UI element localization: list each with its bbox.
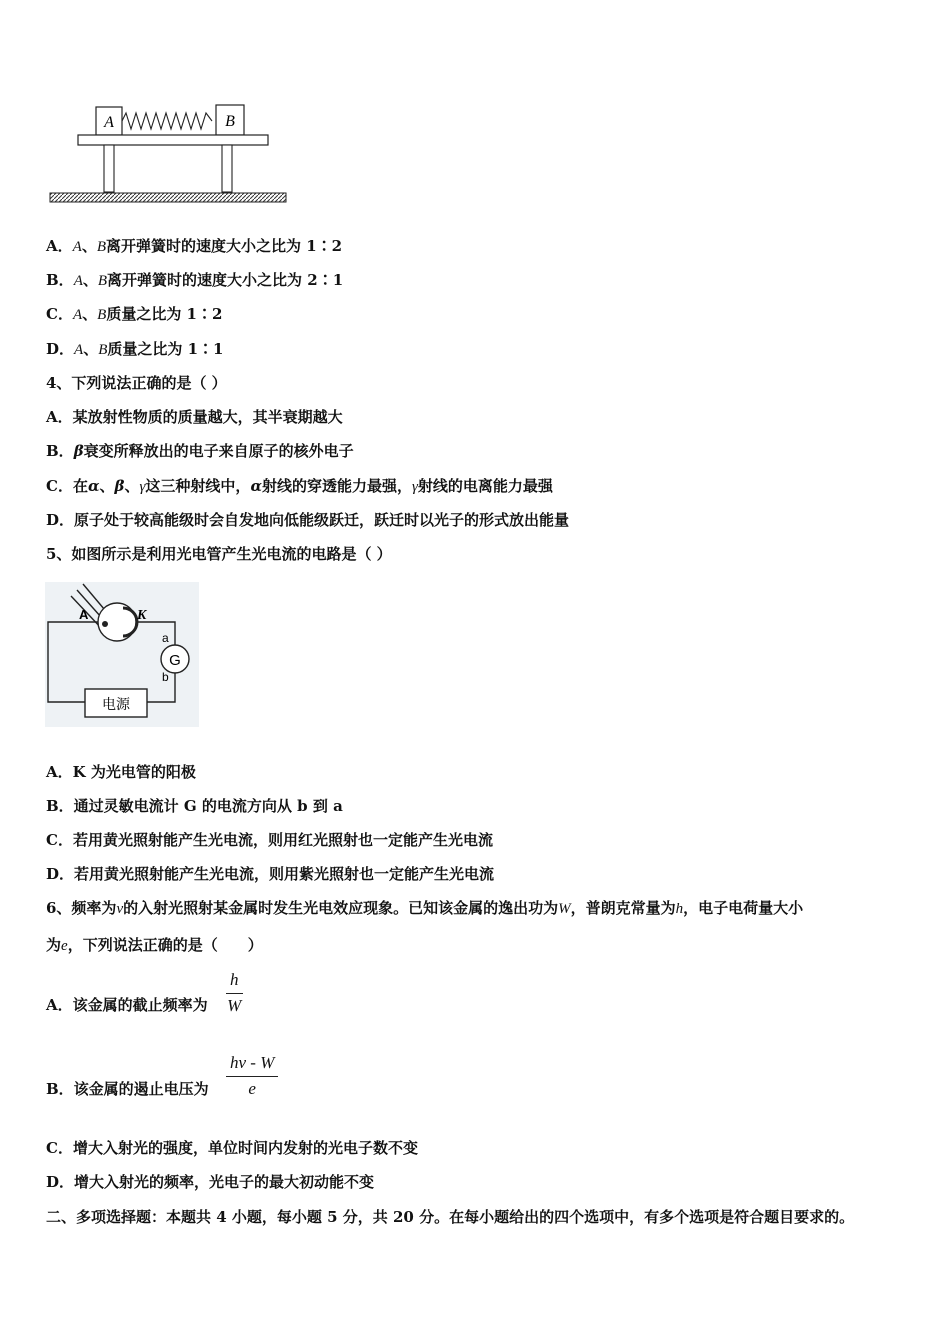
anode-label: A (79, 607, 89, 622)
cathode-label: K (137, 608, 147, 623)
block-a-label: A (104, 114, 114, 131)
section-2-header: 二、多项选择题：本题共 4 小题，每小题 5 分，共 20 分。在每小题给出的四个选项中，有多个选项是符合题目要求的。 (46, 1208, 855, 1226)
q4-option-d: D．原子处于较高能级时会自发地向低能级跃迁，跃迁时以光子的形式放出能量 (46, 511, 570, 529)
terminal-a-label: a (162, 631, 169, 645)
q4-option-b: B．β衰变所释放出的电子来自原子的核外电子 (46, 442, 354, 460)
spring-blocks-figure (46, 95, 291, 210)
q6-stem-line2: 为e，下列说法正确的是（ ） (46, 936, 263, 954)
stopping-voltage-fraction (226, 1053, 278, 1099)
q4-option-c: C．在α、β、γ这三种射线中，α射线的穿透能力最强，γ射线的电离能力最强 (46, 477, 553, 495)
q6-option-a: A．该金属的截止频率为 (46, 996, 208, 1014)
photocell-circuit-figure (45, 582, 199, 727)
table-top (78, 135, 268, 145)
galvanometer-label: G (169, 652, 181, 669)
q6-option-c: C．增大入射光的强度，单位时间内发射的光电子数不变 (46, 1139, 418, 1157)
q3-option-d: D．A、B质量之比为 1∶1 (46, 340, 224, 358)
fraction-denominator: e (248, 1079, 256, 1098)
q5-option-a: A．K 为光电管的阳极 (46, 763, 196, 781)
terminal-b-label: b (162, 670, 169, 684)
q5-stem: 5、如图所示是利用光电管产生光电流的电路是（ ） (46, 545, 392, 563)
q5-option-d: D．若用黄光照射能产生光电流，则用紫光照射也一定能产生光电流 (46, 865, 495, 883)
block-b-label: B (225, 113, 235, 130)
cutoff-frequency-fraction (226, 970, 243, 1016)
q6-stem-line1: 6、频率为ν的入射光照射某金属时发生光电效应现象。已知该金属的逸出功为W，普朗克常量为h，电子电荷量大小 (46, 899, 804, 917)
q3-option-a: A．A、B离开弹簧时的速度大小之比为 1∶2 (46, 237, 343, 255)
q4-option-a: A．某放射性物质的质量越大，其半衰期越大 (46, 408, 343, 426)
q6-option-b: B．该金属的遏止电压为 (46, 1080, 209, 1098)
q3-option-b: B．A、B离开弹簧时的速度大小之比为 2∶1 (46, 271, 344, 289)
q4-stem: 4、下列说法正确的是（ ） (46, 374, 227, 392)
q6-option-d: D．增大入射光的频率，光电子的最大初动能不变 (46, 1173, 375, 1191)
fraction-numerator: hν - W (230, 1053, 275, 1072)
fraction-denominator: W (227, 996, 242, 1015)
q3-option-c: C．A、B质量之比为 1∶2 (46, 305, 223, 323)
q5-option-b: B．通过灵敏电流计 G 的电流方向从 b 到 a (46, 797, 343, 815)
q5-option-c: C．若用黄光照射能产生光电流，则用红光照射也一定能产生光电流 (46, 831, 493, 849)
fraction-numerator: h (230, 970, 239, 989)
ground (50, 193, 286, 202)
power-supply-label: 电源 (102, 697, 130, 713)
spring (122, 113, 212, 129)
